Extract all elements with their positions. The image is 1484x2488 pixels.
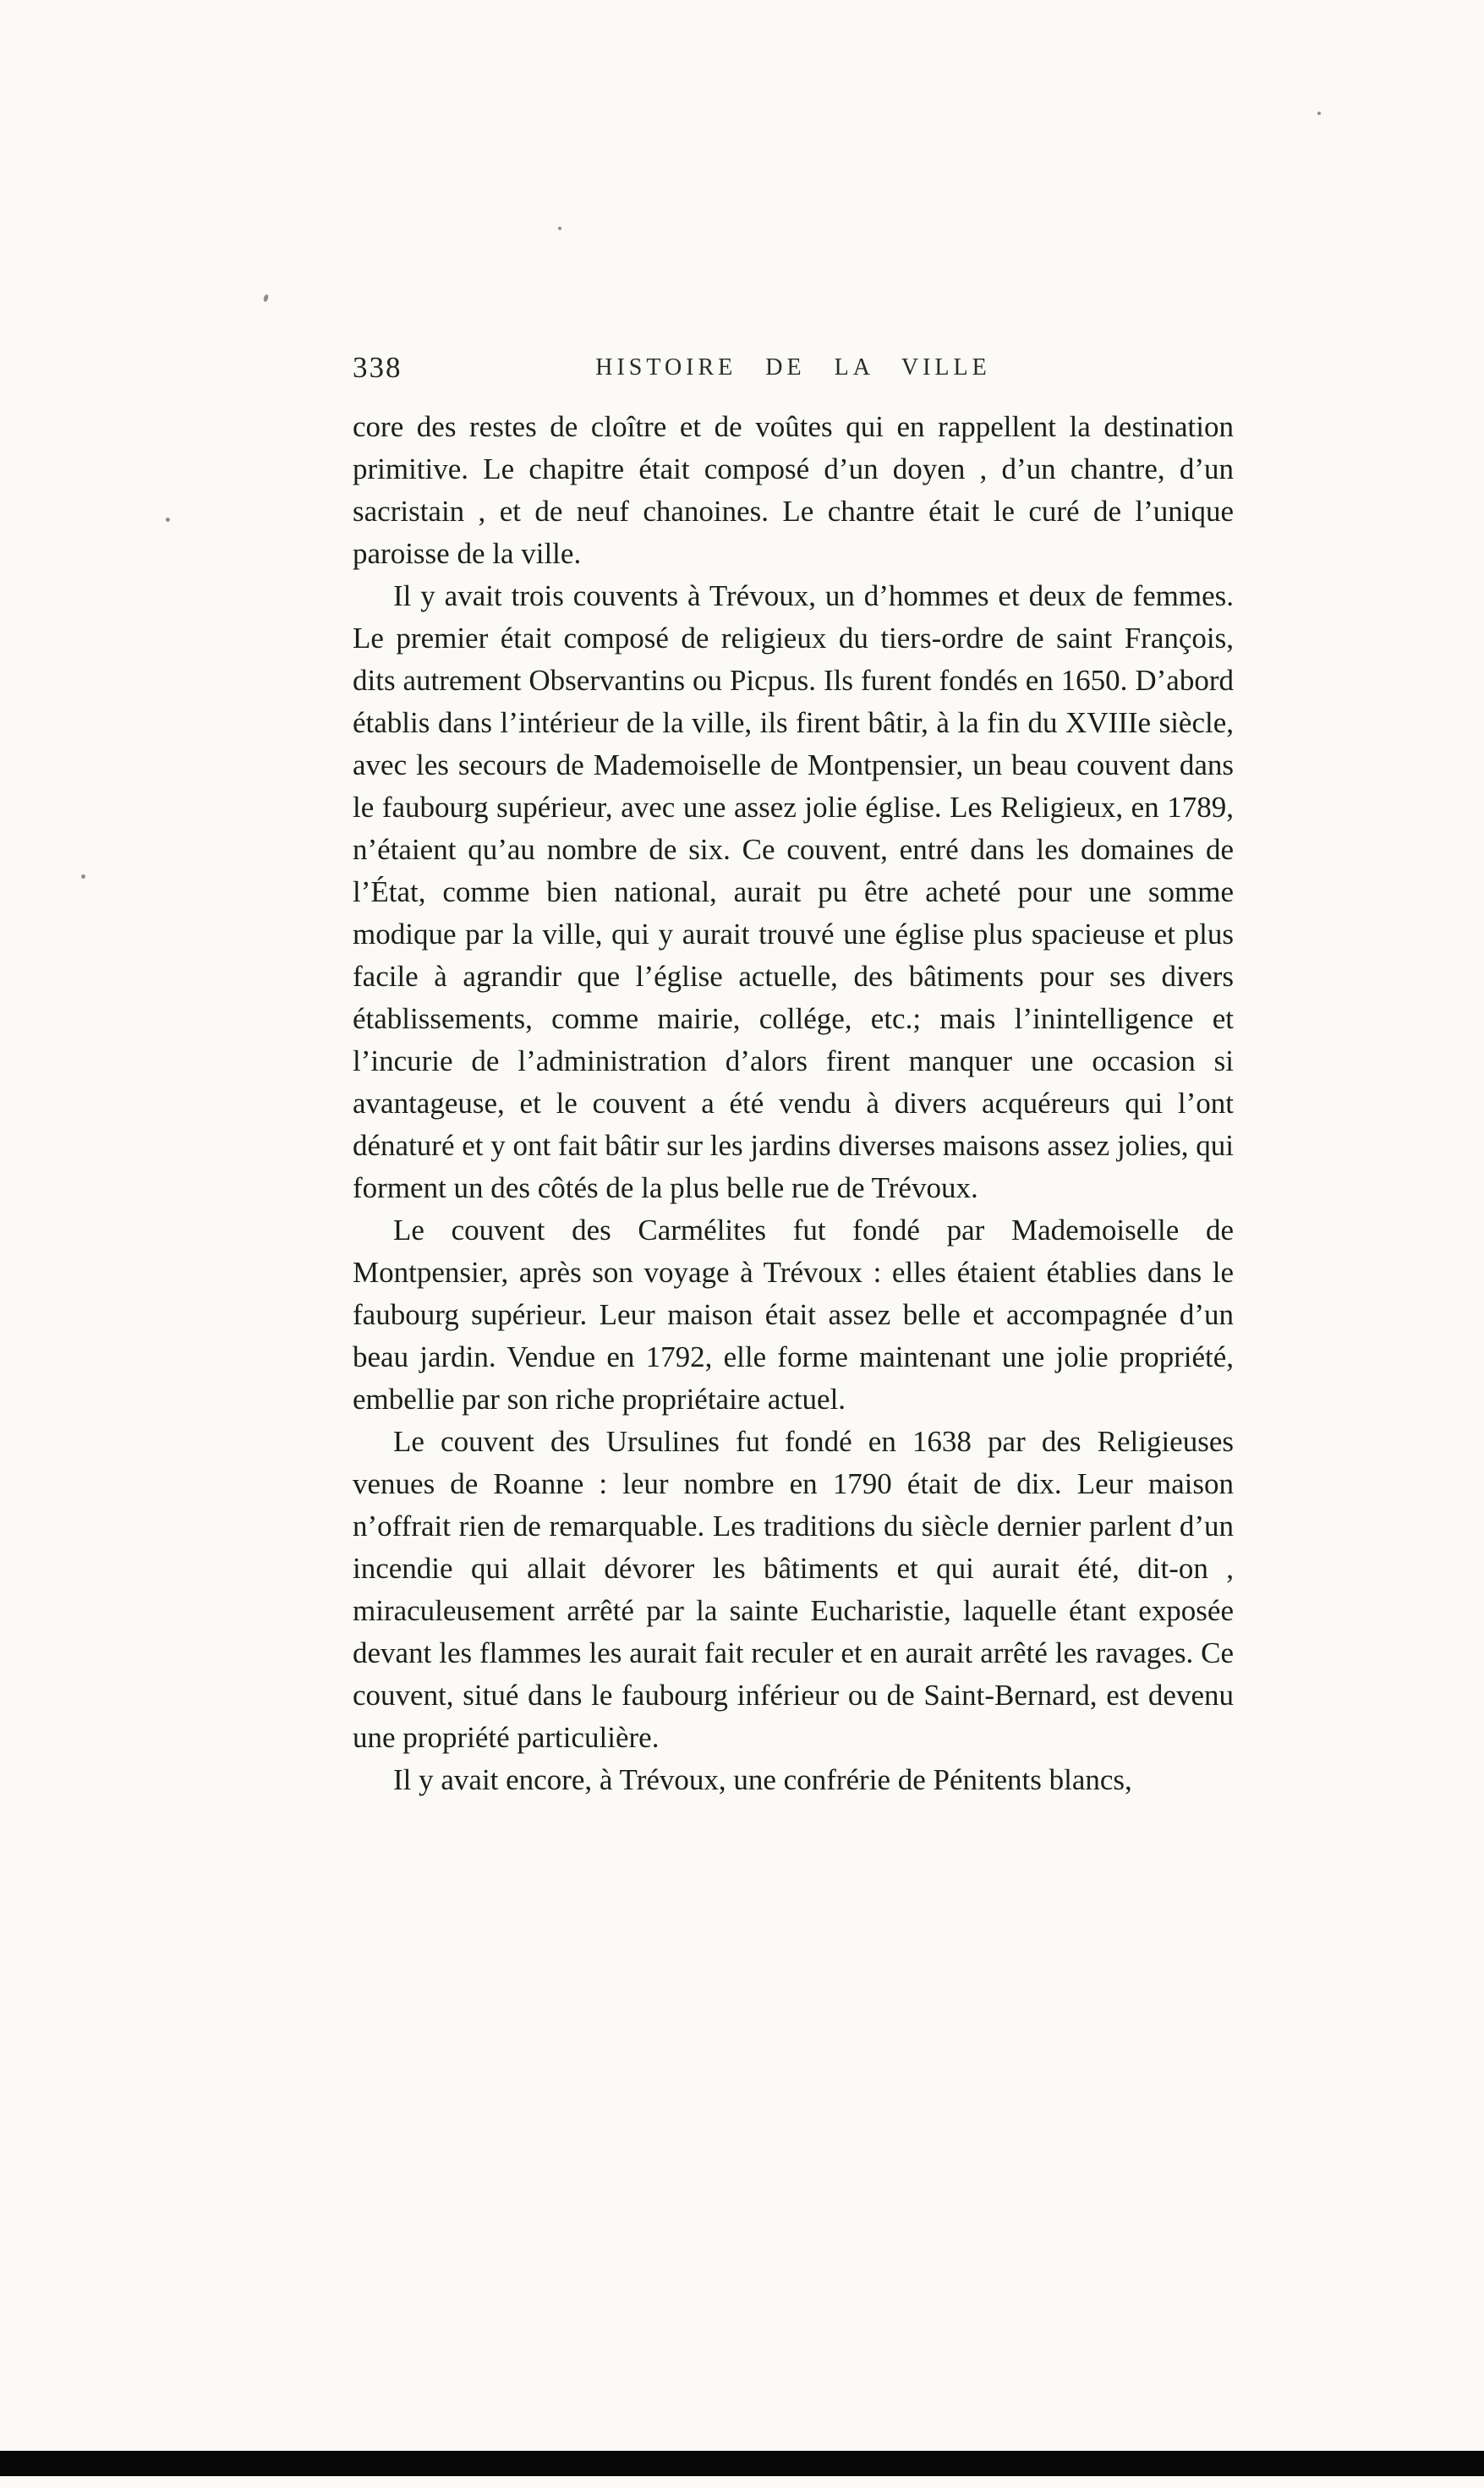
- paragraph-3: Le couvent des Carmélites fut fondé par Mademoiselle de Montpensier, après son voyage à Trévoux : elles étaient établies dans le faubourg supérieur. Leur maison était assez belle et accompagnée d’un beau jardin. Vendue en 1792, elle forme maintenant une jolie propriété, embellie par son riche propriétaire actuel.: [353, 1214, 1234, 1416]
- scan-speck: [166, 518, 170, 522]
- page-header: [353, 351, 1234, 395]
- page-body: [353, 406, 1234, 1801]
- paragraph-5: Il y avait encore, à Trévoux, une confrérie de Pénitents blancs,: [393, 1763, 1132, 1796]
- paragraph-2: Il y avait trois couvents à Trévoux, un d’hommes et deux de femmes. Le premier était composé de religieux du tiers-ordre de saint François, dits autrement Observantins ou Picpus. Ils furent fondés en 1650. D’abord établis dans l’intérieur de la ville, ils firent bâtir, à la fin du XVIIIe siècle, avec les secours de Mademoiselle de Montpensier, un beau couvent dans le faubourg supérieur, avec une assez jolie église. Les Religieux, en 1789, n’étaient qu’au nombre de six. Ce couvent, entré dans les domaines de l’État, comme bien national, aurait pu être acheté pour une somme modique par la ville, qui y aurait trouvé une église plus spacieuse et plus facile à agrandir que l’église actuelle, des bâtiments pour ses divers établissements, comme mairie, collége, etc.; mais l’inintelligence et l’incurie de l’administration d’alors firent manquer une occasion si avantageuse, et le couvent a été vendu à divers acquéreurs qui l’ont dénaturé et y ont fait bâtir sur les jardins diverses maisons assez jolies, qui forment un des côtés de la plus belle rue de Trévoux.: [353, 579, 1234, 1204]
- paragraph-1: core des restes de cloître et de voûtes qui en rappellent la destination primitive. Le chapitre était composé d’un doyen , d’un chantre, d’un sacristain , et de neuf chanoines. Le chantre était le curé de l’unique paroisse de la ville.: [353, 410, 1234, 570]
- scan-artifact-bar: [0, 2451, 1484, 2476]
- scan-speck: [1317, 112, 1321, 115]
- scan-speck: [558, 227, 561, 230]
- running-head: HISTOIRE DE LA VILLE: [595, 354, 991, 381]
- scan-speck: [81, 874, 85, 879]
- paragraph-4: Le couvent des Ursulines fut fondé en 1638 par des Religieuses venues de Roanne : leur nombre en 1790 était de dix. Leur maison n’offrait rien de remarquable. Les traditions du siècle dernier parlent d’un incendie qui allait dévorer les bâtiments et qui aurait été, dit-on , miraculeusement arrêté par la sainte Eucharistie, laquelle étant exposée devant les flammes les aurait fait reculer et en aurait arrêté les ravages. Ce couvent, situé dans le faubourg inférieur ou de Saint-Bernard, est devenu une propriété particulière.: [353, 1425, 1234, 1754]
- page-number: 338: [353, 351, 402, 384]
- scan-speck: [263, 293, 270, 302]
